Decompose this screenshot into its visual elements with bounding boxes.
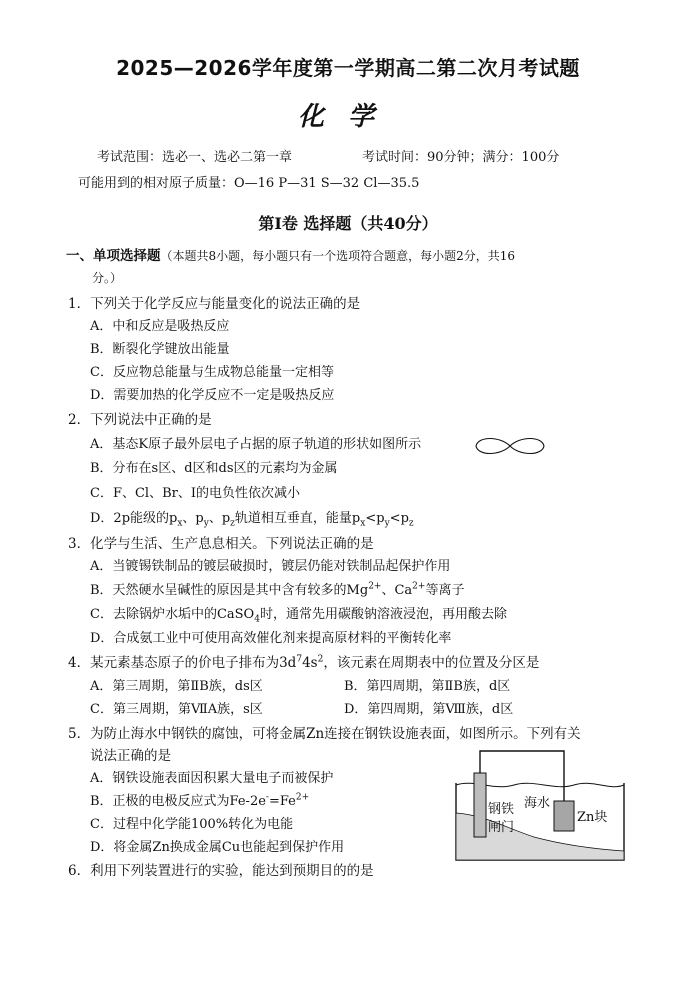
part-note: （本题共8小题，每小题只有一个选项符合题意，每小题2分，共16 <box>160 249 516 263</box>
exam-time: 考试时间：90分钟；满分：100分 <box>362 150 560 165</box>
q5-option-a: A．钢铁设施表面因积累大量电子而被保护 <box>90 771 334 786</box>
q3-option-c: C．去除锅炉水垢中的CaSO$_4$时，通常先用碳酸钠溶液浸泡，再用酸去除 <box>90 607 507 625</box>
label-steel-2: 闸门 <box>488 820 515 835</box>
label-zn: Zn块 <box>577 810 608 825</box>
label-sea: 海水 <box>524 796 551 811</box>
q6-stem: 6．利用下列装置进行的实验，能达到预期目的的是 <box>68 863 374 879</box>
q5-stem: 5．为防止海水中钢铁的腐蚀，可将金属Zn连接在钢铁设施表面，如图所示。下列有关 <box>68 726 581 742</box>
q2-option-b: B．分布在s区、d区和ds区的元素均为金属 <box>90 461 338 476</box>
q4-stem: 4．某元素基态原子的价电子排布为$3d^74s^2$，该元素在周期表中的位置及分区是 <box>68 654 540 671</box>
subject-title: 化学 <box>297 102 398 132</box>
q4-option-c: C．第三周期，第ⅦA族，s区 <box>90 702 263 717</box>
q1-option-c: C．反应物总能量与生成物总能量一定相等 <box>90 365 334 380</box>
q2-option-a: A．基态K原子最外层电子占据的原子轨道的形状如图所示 <box>90 437 422 452</box>
q1-option-a: A．中和反应是吸热反应 <box>90 319 230 334</box>
q5-option-c: C．过程中化学能100%转化为电能 <box>90 817 294 832</box>
q3-stem: 3．化学与生活、生产息息相关。下列说法正确的是 <box>68 536 374 552</box>
corrosion-protection-figure <box>454 745 626 863</box>
section-title: 第Ⅰ卷 选择题（共40分） <box>258 214 438 233</box>
exam-title: 2025—2026学年度第一学期高二第二次月考试题 <box>116 56 580 80</box>
q4-option-d: D．第四周期，第Ⅷ族，d区 <box>344 702 514 717</box>
q1-option-d: D．需要加热的化学反应不一定是吸热反应 <box>90 388 335 403</box>
label-steel-1: 钢铁 <box>488 802 515 817</box>
q3-option-d: D．合成氨工业中可使用高效催化剂来提高原材料的平衡转化率 <box>90 631 452 646</box>
q3-option-b: B．天然硬水呈碱性的原因是其中含有较多的$Mg^{2+}$、$Ca^{2+}$等离子 <box>90 581 465 598</box>
q4-option-b: B．第四周期，第ⅡB族，d区 <box>344 679 511 694</box>
part-label: 一、单项选择题 <box>66 248 161 264</box>
q4-option-a: A．第三周期，第ⅡB族，ds区 <box>90 679 263 694</box>
exam-scope: 考试范围：选必一、选必二第一章 <box>97 150 293 165</box>
q1-option-b: B．断裂化学键放出能量 <box>90 342 230 357</box>
q1-stem: 1．下列关于化学反应与能量变化的说法正确的是 <box>68 296 361 312</box>
atomic-masses: 可能用到的相对原子质量：O—16 P—31 S—32 Cl—35.5 <box>78 176 420 191</box>
q2-stem: 2．下列说法中正确的是 <box>68 412 212 428</box>
q3-option-a: A．当镀锡铁制品的镀层破损时，镀层仍能对铁制品起保护作用 <box>90 559 451 574</box>
q2-option-c: C．F、Cl、Br、I的电负性依次减小 <box>90 486 300 501</box>
q5-option-b: B．正极的电极反应式为$Fe-2e^-=Fe^{2+}$ <box>90 792 310 809</box>
part-heading <box>66 246 515 266</box>
q5-option-d: D．将金属Zn换成金属Cu也能起到保护作用 <box>90 840 345 855</box>
q2-option-d: D．2p能级的$p_x$、$p_y$、$p_z$轨道相互垂直，能量$p_x<p_y<p_z$ <box>90 511 414 529</box>
part-note-cont: 分。） <box>92 271 123 285</box>
p-orbital-figure <box>472 434 548 458</box>
q5-stem-cont: 说法正确的是 <box>90 748 171 764</box>
